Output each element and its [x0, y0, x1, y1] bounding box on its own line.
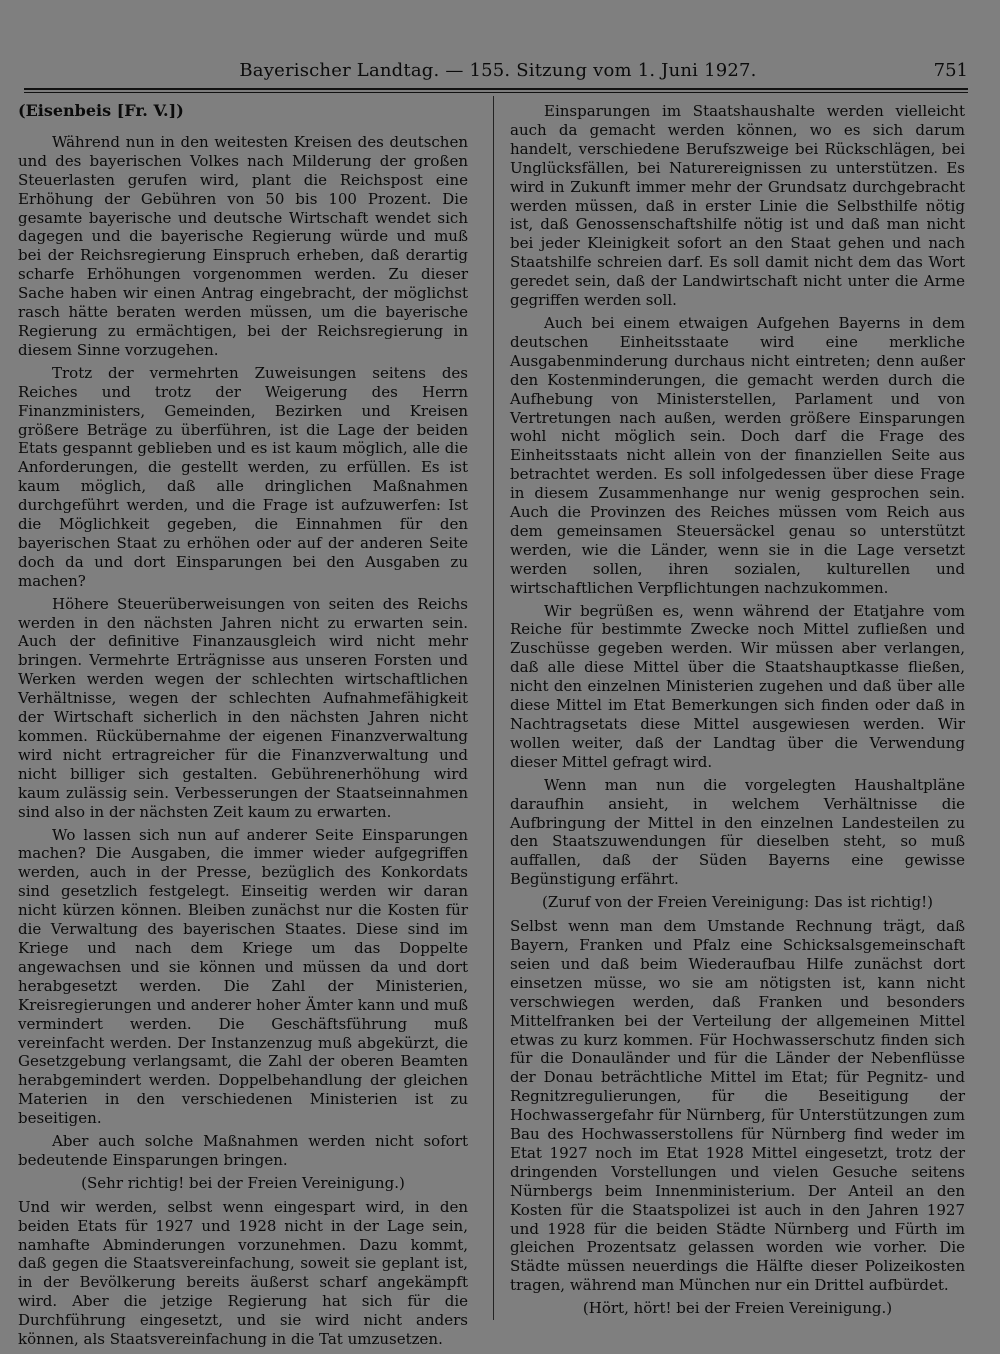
interjection: (Sehr richtig! bei der Freien Vereinigung.)	[81, 1173, 405, 1192]
column-divider	[493, 96, 494, 1320]
paragraph: Wir begrüßen es, wenn während der Etatjahre vom Reiche für bestimmte Zwecke noch Mittel zufließen und Zuschüsse gegeben werden. Wir müssen aber verlangen, daß alle diese Mittel über die Staatshauptkasse fließen, nicht den einzelnen Ministerien zugehen und daß über alle diese Mittel im Etat Bemerkungen sich finden oder daß in Nachtragsetats diese Mittel ausgewiesen werden. Wir wollen weiter, daß der Landtag über die Verwendung dieser Mittel gefragt wird.	[510, 601, 965, 771]
paragraph: Trotz der vermehrten Zuweisungen seitens des Reiches und trotz der Weigerung des Herrn Finanzministers, Gemeinden, Bezirken und Kreisen größere Beträge zu überführen, ist die Lage der beiden Etats gespannt geblieben und es ist kaum möglich, alle die Anforderungen, die gestellt werden, zu erfüllen. Es ist kaum möglich, daß alle dringlichen Maßnahmen durchgeführt werden, und die Frage ist aufzuwerfen: Ist die Möglichkeit gegeben, die Einnahmen für den bayerischen Staat zu erhöhen oder auf der anderen Seite doch da und dort Einsparungen bei den Ausgaben zu machen?	[18, 363, 468, 590]
paragraph: Wo lassen sich nun auf anderer Seite Einsparungen machen? Die Ausgaben, die immer wieder aufgegriffen werden, auch in der Presse, bezüglich des Konkordats sind gesetzlich festgelegt. Einseitig werden wir daran nicht kürzen können. Bleiben zunächst nur die Kosten für die Verwaltung des bayerischen Staates. Diese sind im Kriege und nach dem Kriege um das Doppelte angewachsen und sie können und müssen da und dort herabgesetzt werden. Die Zahl der Ministerien, Kreisregierungen und anderer hoher Ämter kann und muß vermindert werden. Die Geschäftsführung muß vereinfacht werden. Der Instanzenzug muß abgekürzt, die Gesetzgebung verlangsamt, die Zahl der oberen Beamten herabgemindert werden. Doppelbehandlung der gleichen Materien in den verschiedenen Ministerien ist zu beseitigen.	[18, 825, 468, 1128]
paragraph: Und wir werden, selbst wenn eingespart wird, in den beiden Etats für 1927 und 1928 nicht in der Lage sein, namhafte Abminderungen vorzunehmen. Dazu kommt, daß gegen die Staatsvereinfachung, soweit sie geplant ist, in der Bevölkerung bereits äußerst scharf angekämpft wird. Aber die jetzige Regierung hat sich für die Durchführung eingesetzt, und sie wird nicht anders können, als Staatsvereinfachung in die Tat umzusetzen.	[18, 1197, 468, 1349]
paragraph: Aber auch solche Maßnahmen werden nicht sofort bedeutende Einsparungen bringen.	[18, 1132, 468, 1169]
header-title: Bayerischer Landtag. — 155. Sitzung vom 1. Juni 1927.	[239, 60, 757, 81]
page-number: 751	[933, 60, 968, 81]
interjection: (Hört, hört! bei der Freien Vereinigung.)	[582, 1299, 893, 1318]
paragraph: Einsparungen im Staatshaushalte werden vielleicht auch da gemacht werden können, wo es sich darum handelt, verschiedene Berufszweige bei Rückschlägen, bei Unglücksfällen, bei Naturereignissen zu unterstützen. Es wird in Zukunft immer mehr der Grundsatz durchgebracht werden müssen, daß in erster Linie die Selbsthilfe nötig ist, daß Genossenschaftshilfe nötig ist und daß man nicht bei jeder Kleinigkeit sofort an den Staat gehen und nach Staatshilfe schreien darf. Es soll damit nicht dem das Wort geredet sein, daß der Landwirtschaft nicht unter die Arme gegriffen werden soll.	[510, 102, 965, 310]
interjection: (Zuruf von der Freien Vereinigung: Das ist richtig!)	[541, 893, 934, 912]
page-header	[28, 60, 968, 86]
speaker-label: (Eisenbeis [Fr. V.])	[18, 101, 184, 120]
paragraph: Während nun in den weitesten Kreisen des deutschen und des bayerischen Volkes nach Milderung der großen Steuerlasten gerufen wird, plant die Reichspost eine Erhöhung der Gebühren von 50 bis 100 Prozent. Die gesamte bayerische und deutsche Wirtschaft wendet sich dagegen und die bayerische Regierung würde und muß bei der Reichsregierung Einspruch erheben, daß derartig scharfe Erhöhungen vorgenommen werden. Zu dieser Sache haben wir einen Antrag eingebracht, der möglichst rasch hätte beraten werden müssen, um die bayerische Regierung zu ermächtigen, bei der Reichsregierung in diesem Sinne vorzugehen.	[18, 132, 468, 359]
left-column	[18, 100, 468, 1349]
paragraph: Wenn man nun die vorgelegten Haushaltpläne daraufhin ansieht, in welchem Verhältnisse die Aufbringung der Mittel in den einzelnen Landesteilen zu den Staatszuwendungen für dieselben steht, so muß auffallen, daß der Süden Bayerns eine gewisse Begünstigung erfährt.	[510, 775, 965, 889]
right-column	[510, 102, 965, 1327]
paragraph: Selbst wenn man dem Umstande Rechnung trägt, daß Bayern, Franken und Pfalz eine Schicksalsgemeinschaft seien und daß beim Wiederaufbau Hilfe zunächst dort einsetzen müsse, wo sie am nötigsten ist, kann nicht verschwiegen werden, daß Franken und besonders Mittelfranken bei der Verteilung der allgemeinen Mittel etwas zu kurz kommen. Für Hochwasserschutz finden sich für die Donauländer und für die Länder der Nebenflüsse der Donau beträchtliche Mittel im Etat; für Pegnitz- und Regnitzregulierungen, für die Beseitigung der Hochwassergefahr für Nürnberg, für Unterstützungen zum Bau des Hochwasserstollens für Nürnberg find weder im Etat 1927 noch im Etat 1928 Mittel eingesetzt, trotz der dringenden Vorstellungen und vielen Gesuche seitens Nürnbergs beim Innenministerium. Der Anteil an den Kosten für die Staatspolizei ist auch in den Jahren 1927 und 1928 für die beiden Städte Nürnberg und Fürth im gleichen Prozentsatz gelassen worden wie vorher. Die Städte müssen neuerdings die Hälfte dieser Polizeikosten tragen, während man München nur ein Drittel aufbürdet.	[510, 917, 965, 1295]
paragraph: Höhere Steuerüberweisungen von seiten des Reichs werden in den nächsten Jahren nicht zu erwarten sein. Auch der definitive Finanzausgleich wird nicht mehr bringen. Vermehrte Erträgnisse aus unseren Forsten und Werken werden wegen der schlechten wirtschaftlichen Verhältnisse, wegen der schlechten Aufnahmefähigkeit der Wirtschaft sicherlich in den nächsten Jahren nicht kommen. Rückübernahme der eigenen Finanzverwaltung wird nicht ertragreicher für die Finanzverwaltung und nicht billiger sich gestalten. Gebührenerhöhung wird kaum zulässig sein. Verbesserungen der Staatseinnahmen sind also in der nächsten Zeit kaum zu erwarten.	[18, 594, 468, 821]
header-rule-thin	[24, 92, 968, 93]
paragraph: Auch bei einem etwaigen Aufgehen Bayerns in dem deutschen Einheitsstaate wird eine merkliche Ausgabenminderung durchaus nicht eintreten; denn außer den Kostenminderungen, die gemacht werden durch die Aufhebung von Ministerstellen, Parlament und von Vertretungen nach außen, werden größere Einsparungen wohl nicht möglich sein. Doch darf die Frage des Einheitsstaats nicht allein von der finanziellen Seite aus betrachtet werden. Es soll infolgedessen über diese Frage in diesem Zusammenhange nur wenig gesprochen sein. Auch die Provinzen des Reiches müssen vom Reich aus dem gemeinsamen Steuersäckel genau so unterstützt werden, wie die Länder, wenn sie in die Lage versetzt werden sollen, ihren sozialen, kulturellen und wirtschaftlichen Verpflichtungen nachzukommen.	[510, 313, 965, 597]
header-rule	[24, 88, 968, 90]
